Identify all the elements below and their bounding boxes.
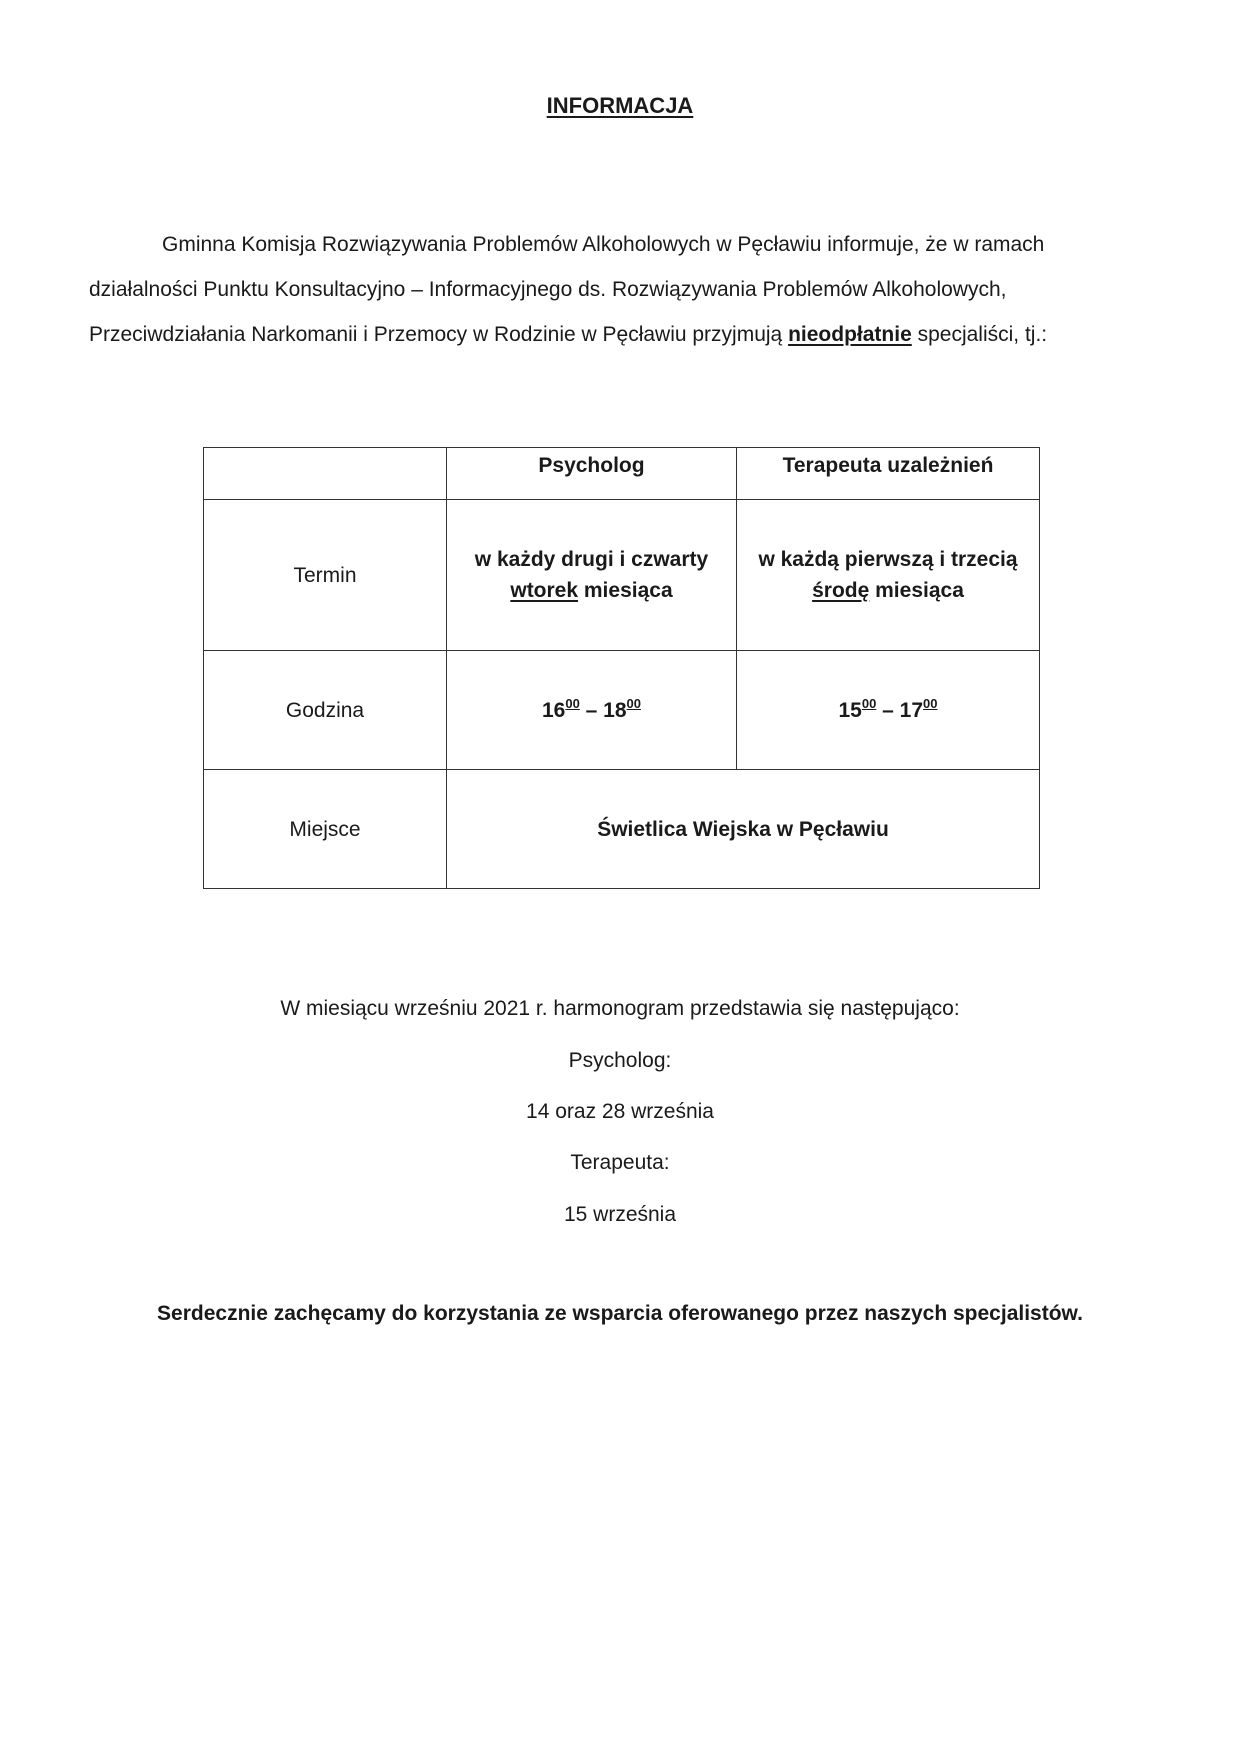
psycholog-end-hour: 18 [603,698,627,722]
psycholog-dash: – [579,698,604,722]
schedule-psycholog-label: Psycholog: [568,1049,672,1072]
schedule-terapeuta-label: Terapeuta: [570,1151,670,1174]
intro-text-before: Gminna Komisja Rozwiązywania Problemów Alkoholowych w Pęcławiu informuje, że w ramach działalności Punktu Konsultacyjno – Informacyjnego ds. Rozwiązywania Problemów Alkoholowych, Przeciwdziałania Narkomanii i Przemocy w Rodzinie w Pęcławiu przyjmują [89,233,1045,346]
termin-terapeuta-line1: w każdą pierwszą i trzecią [758,548,1018,571]
page-title: INFORMACJA [546,93,694,118]
table-row-godzina [204,651,1040,770]
table-row-miejsce [204,770,1040,889]
intro-text-after: specjaliści, tj.: [911,323,1048,346]
terapeuta-end-hour: 17 [899,698,924,722]
psycholog-start-minute: 00 [565,695,580,711]
termin-terapeuta [737,500,1040,651]
schedule-terapeuta-dates: 15 września [563,1203,677,1226]
terapeuta-start-minute: 00 [861,695,877,711]
godzina-label: Godzina [204,651,447,770]
table-row-termin [204,500,1040,651]
schedule-intro: W miesiącu wrześniu 2021 r. harmonogram przedstawia się następująco: [280,997,960,1020]
header-terapeuta: Terapeuta uzależnień [737,448,1040,500]
intro-paragraph [89,222,1151,357]
godzina-terapeuta [737,651,1040,770]
intro-highlight: nieodpłatnie [788,323,912,346]
termin-psycholog-day: wtorek [510,579,579,602]
miejsce-value: Świetlica Wiejska w Pęcławiu [447,770,1040,889]
header-empty-cell [204,448,447,500]
godzina-psycholog [447,651,737,770]
termin-terapeuta-day: środę [812,579,870,602]
terapeuta-end-minute: 00 [923,695,938,711]
miejsce-label: Miejsce [204,770,447,889]
header-psycholog: Psycholog [447,448,737,500]
terapeuta-dash: – [876,698,900,722]
termin-label: Termin [204,500,447,651]
termin-terapeuta-suffix: miesiąca [869,579,964,602]
termin-psycholog-suffix: miesiąca [578,579,673,602]
termin-psycholog-line1: w każdy drugi i czwarty [474,548,709,571]
psycholog-end-minute: 00 [626,695,641,711]
termin-psycholog [447,500,737,651]
schedule-psycholog-dates: 14 oraz 28 września [526,1100,714,1123]
table-header-row [204,448,1040,500]
schedule-table [203,447,1040,889]
terapeuta-start-hour: 15 [838,698,862,722]
psycholog-start-hour: 16 [541,698,566,722]
closing-note: Serdecznie zachęcamy do korzystania ze wsparcia oferowanego przez naszych specjalistów. [157,1302,1083,1325]
